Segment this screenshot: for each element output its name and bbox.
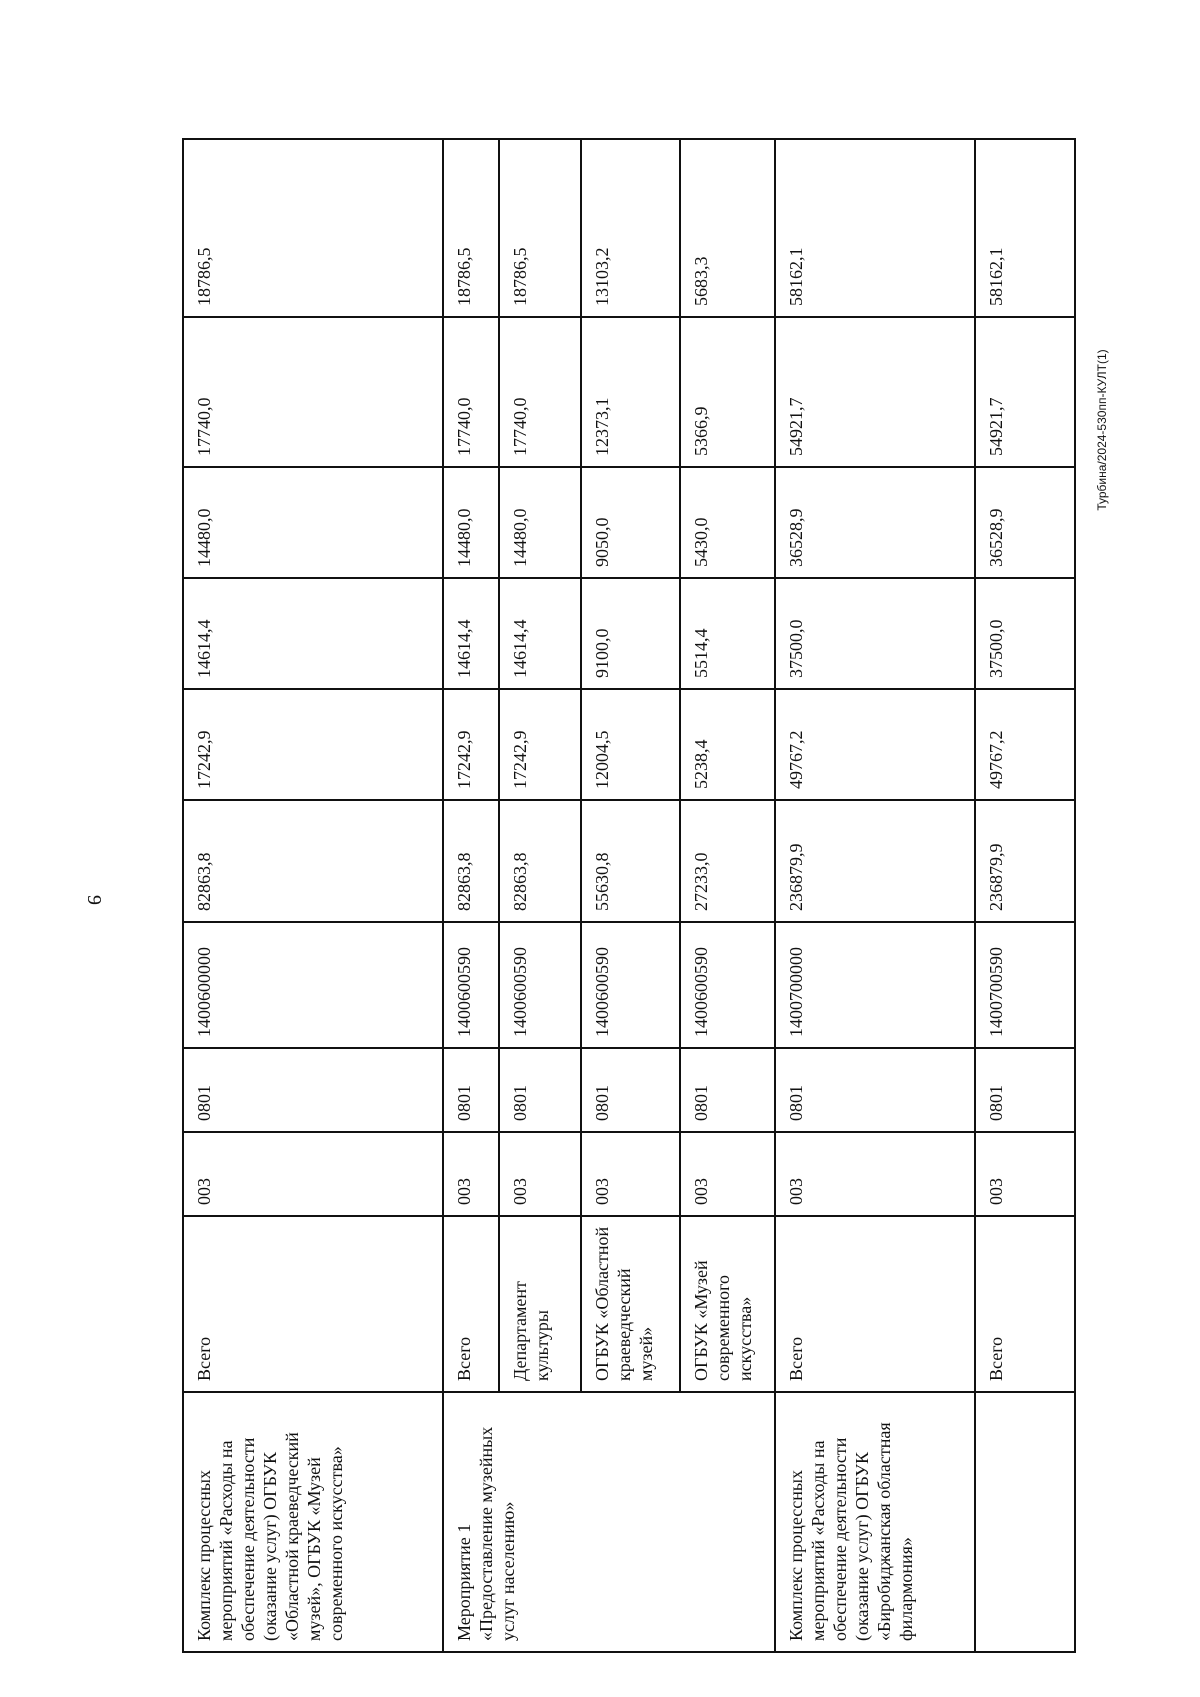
- table-cell: 1400700590: [975, 922, 1075, 1048]
- table-cell: 1400700000: [775, 922, 975, 1048]
- table-cell: Мероприятие 1 «Предоставление музейных услуг населению»: [443, 1392, 775, 1652]
- table-cell: 1400600000: [183, 922, 443, 1048]
- table-cell: Департамент культуры: [499, 1216, 581, 1392]
- budget-table: [182, 140, 1074, 1653]
- table-cell: 1400600590: [680, 922, 775, 1048]
- table-cell: 18786,5: [499, 139, 581, 317]
- table-cell: 17740,0: [443, 317, 499, 467]
- table-cell: 1400600590: [499, 922, 581, 1048]
- table-cell: 14480,0: [443, 467, 499, 578]
- table-cell: 13103,2: [581, 139, 680, 317]
- table-cell: Всего: [443, 1216, 499, 1392]
- table-cell: 18786,5: [183, 139, 443, 317]
- table-cell: 5430,0: [680, 467, 775, 578]
- table-cell: 12004,5: [581, 689, 680, 800]
- table-cell: ОГБУК «Областной краеведческий музей»: [581, 1216, 680, 1392]
- table-row: [975, 139, 1075, 1652]
- table-cell: 17242,9: [499, 689, 581, 800]
- page-number: 9: [83, 895, 105, 905]
- table-cell: 9100,0: [581, 578, 680, 689]
- footer-text: Турбина/2024-530пп-КУЛТ(1): [1095, 349, 1109, 511]
- table-cell: ОГБУК «Музей современного искусства»: [680, 1216, 775, 1392]
- table-cell: 82863,8: [499, 800, 581, 922]
- table-cell: 17242,9: [183, 689, 443, 800]
- table-cell: 5683,3: [680, 139, 775, 317]
- table-cell: 36528,9: [775, 467, 975, 578]
- table-cell: 58162,1: [975, 139, 1075, 317]
- budget-table-container: [182, 140, 1074, 1653]
- table-cell: 1400600590: [581, 922, 680, 1048]
- table-row: [183, 139, 443, 1652]
- table-cell: Комплекс процессных мероприятий «Расходы на обеспечение деятельности (оказание услуг) ОГБУК «Биробиджанская областная филармония»: [775, 1392, 975, 1652]
- table-cell: 5238,4: [680, 689, 775, 800]
- document-footer: [1082, 150, 1122, 710]
- table-cell: 0801: [443, 1048, 499, 1132]
- table-cell: 37500,0: [775, 578, 975, 689]
- table-cell: 49767,2: [975, 689, 1075, 800]
- table-cell: Всего: [183, 1216, 443, 1392]
- table-cell: 5366,9: [680, 317, 775, 467]
- table-cell: 003: [581, 1132, 680, 1216]
- table-cell: 54921,7: [975, 317, 1075, 467]
- table-cell: 003: [443, 1132, 499, 1216]
- table-cell: Всего: [975, 1216, 1075, 1392]
- table-cell: 0801: [975, 1048, 1075, 1132]
- table-cell: 003: [680, 1132, 775, 1216]
- table-cell: 0801: [775, 1048, 975, 1132]
- table-cell: 54921,7: [775, 317, 975, 467]
- table-cell: 14480,0: [499, 467, 581, 578]
- table-cell: 0801: [499, 1048, 581, 1132]
- table-cell: 12373,1: [581, 317, 680, 467]
- table-cell: 27233,0: [680, 800, 775, 922]
- table-cell: 1400600590: [443, 922, 499, 1048]
- table-cell: Всего: [775, 1216, 975, 1392]
- table-cell: 18786,5: [443, 139, 499, 317]
- table-cell: 003: [499, 1132, 581, 1216]
- table-cell: 003: [183, 1132, 443, 1216]
- table-cell: 17740,0: [183, 317, 443, 467]
- table-cell: 0801: [183, 1048, 443, 1132]
- table-cell: 37500,0: [975, 578, 1075, 689]
- table-cell: 9050,0: [581, 467, 680, 578]
- table-cell: 36528,9: [975, 467, 1075, 578]
- table-cell: 14614,4: [499, 578, 581, 689]
- table-cell: Комплекс процессных мероприятий «Расходы на обеспечение деятельности (оказание услуг) ОГБУК «Областной краеведческий музей», ОГБУК «Музей современного искусства»: [183, 1392, 443, 1652]
- table-cell: 003: [775, 1132, 975, 1216]
- table-cell: 49767,2: [775, 689, 975, 800]
- table-cell: 14614,4: [443, 578, 499, 689]
- table-cell: [975, 1392, 1075, 1652]
- table-cell: 14614,4: [183, 578, 443, 689]
- table-row: [443, 139, 499, 1652]
- table-cell: 236879,9: [975, 800, 1075, 922]
- table-cell: 5514,4: [680, 578, 775, 689]
- table-cell: 17740,0: [499, 317, 581, 467]
- table-cell: 82863,8: [443, 800, 499, 922]
- table-row: [775, 139, 975, 1652]
- table-cell: 0801: [680, 1048, 775, 1132]
- table-cell: 55630,8: [581, 800, 680, 922]
- table-cell: 236879,9: [775, 800, 975, 922]
- table-cell: 58162,1: [775, 139, 975, 317]
- table-cell: 0801: [581, 1048, 680, 1132]
- table-cell: 82863,8: [183, 800, 443, 922]
- table-cell: 17242,9: [443, 689, 499, 800]
- table-cell: 003: [975, 1132, 1075, 1216]
- table-cell: 14480,0: [183, 467, 443, 578]
